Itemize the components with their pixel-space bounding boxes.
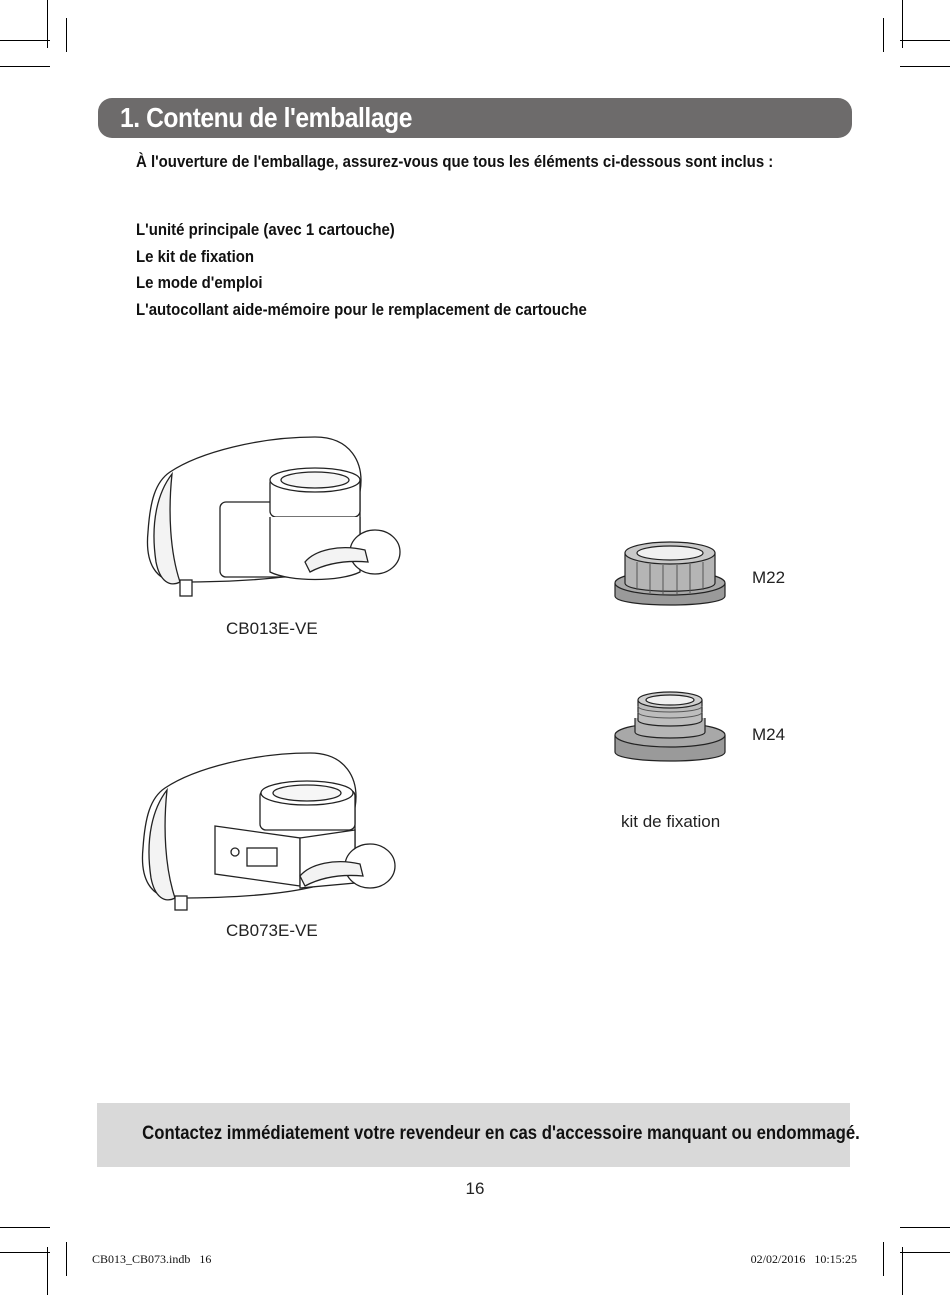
section-header xyxy=(98,98,852,138)
adapter-m24-label: M24 xyxy=(752,725,786,744)
unit-cb013-illustration xyxy=(140,432,410,602)
page-number: 16 xyxy=(465,1179,485,1198)
adapter-m22-illustration xyxy=(610,538,730,618)
notice-text: Contactez immédiatement votre revendeur en cas d'accessoire manquant ou endommagé. xyxy=(142,1123,860,1144)
unit-cb073-illustration xyxy=(135,748,405,918)
list-item: Le kit de fixation xyxy=(136,246,255,266)
adapter-m22-label: M22 xyxy=(752,568,786,587)
footer-file: CB013_CB073.indb 16 xyxy=(92,1252,212,1266)
unit-cb013-label: CB013E-VE xyxy=(226,619,318,638)
adapter-m24-illustration xyxy=(610,690,730,774)
footer-datetime: 02/02/2016 10:15:25 xyxy=(750,1252,857,1266)
list-item: L'unité principale (avec 1 cartouche) xyxy=(136,220,395,239)
list-item: L'autocollant aide-mémoire pour le remplacement de cartouche xyxy=(136,299,587,319)
intro-text: À l'ouverture de l'emballage, assurez-vous que tous les éléments ci-dessous sont inclus : xyxy=(136,152,774,171)
kit-label: kit de fixation xyxy=(621,812,721,831)
section-title: 1. Contenu de l'emballage xyxy=(120,102,412,133)
unit-cb073-label: CB073E-VE xyxy=(226,921,318,940)
notice-box xyxy=(97,1103,860,1167)
list-item: Le mode d'emploi xyxy=(136,273,263,292)
contents-list xyxy=(136,217,648,323)
